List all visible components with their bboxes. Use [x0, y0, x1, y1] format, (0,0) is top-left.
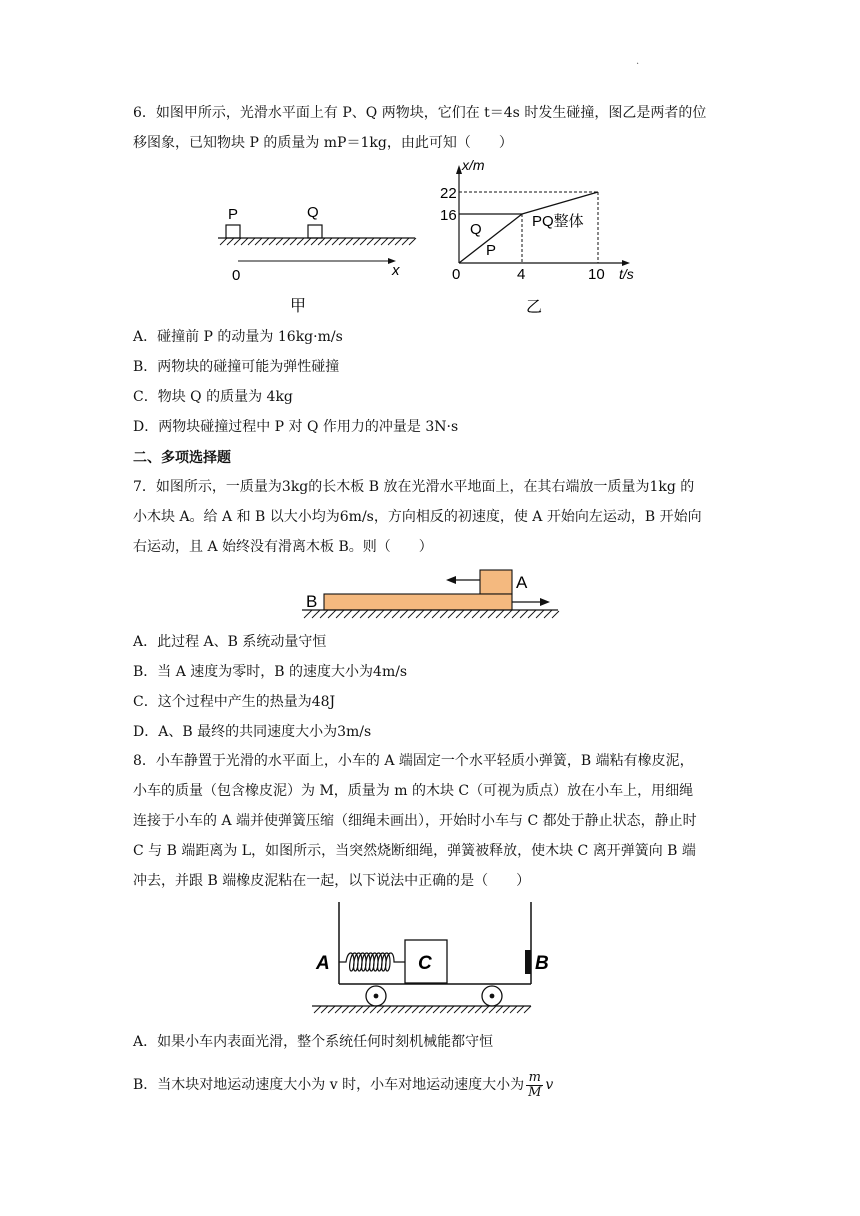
board-b [324, 594, 512, 610]
q8-line-2: 小车的质量（包含橡皮泥）为 M，质量为 m 的木块 C（可视为质点）放在小车上，用细绳 [133, 783, 694, 799]
ground-hatch [314, 1006, 531, 1013]
label-p: P [486, 242, 497, 259]
q8-option-b [133, 1068, 553, 1102]
q7-line-3: 右运动，且 A 始终没有滑离木板 B。则（ ） [133, 539, 433, 555]
q6-option-d: D．两物块碰撞过程中 P 对 Q 作用力的冲量是 3N·s [133, 419, 459, 435]
fraction-denominator: M [528, 1084, 542, 1100]
q8-option-b-text: B．当木块对地运动速度大小为 v 时，小车对地运动速度大小为 [133, 1077, 525, 1093]
axis-label-x: x [392, 262, 400, 279]
q8-line-3: 连接于小车的 A 端并使弹簧压缩（细绳未画出），开始时小车与 C 都处于静止状态，静止时 [133, 813, 697, 829]
putty-b [525, 950, 531, 974]
tick-10: 10 [588, 266, 605, 283]
tick-22: 22 [440, 185, 457, 202]
tick-origin: 0 [452, 266, 461, 283]
q7-option-d: D．A、B 最终的共同速度大小为3m/s [133, 724, 372, 740]
origin-label: 0 [232, 267, 241, 284]
tick-16: 16 [440, 207, 457, 224]
tick-4: 4 [517, 266, 526, 283]
q7-option-a: A．此过程 A、B 系统动量守恒 [133, 634, 327, 650]
label-q: Q [307, 204, 319, 221]
block-a [480, 570, 512, 594]
wheel-right-axle [490, 994, 495, 999]
fraction-m-over-M [526, 1071, 543, 1100]
q7-line-2: 小木块 A。给 A 和 B 以大小均为6m/s，方向相反的初速度，使 A 开始向左运动，B 开始向 [133, 509, 702, 525]
arrow-left-icon [446, 576, 456, 584]
q6-option-c: C．物块 Q 的质量为 4kg [133, 389, 293, 405]
label-pq-whole: PQ整体 [532, 213, 584, 230]
q6-line-1: 6．如图甲所示，光滑水平面上有 P、Q 两物块，它们在 t＝4s 时发生碰撞，图乙是两者的位 [133, 105, 707, 121]
q7-line-1: 7．如图所示，一质量为3kg的长木板 B 放在光滑水平地面上，在其右端放一质量为1kg 的 [133, 479, 695, 495]
spring-icon [339, 953, 405, 971]
label-a: A [316, 953, 330, 974]
ground-hatch [304, 610, 559, 618]
page-mark: . [636, 56, 640, 67]
block-p [226, 225, 240, 238]
section-heading: 二、多项选择题 [133, 450, 231, 466]
q8-line-5: 冲去，并跟 B 端橡皮泥粘在一起，以下说法中正确的是（ ） [133, 873, 531, 889]
q7-figure [296, 563, 566, 623]
fraction-numerator: m [526, 1071, 543, 1086]
y-axis-label: x/m [462, 157, 485, 173]
q8-line-1: 8．小车静置于光滑的水平面上，小车的 A 端固定一个水平轻质小弹簧，B 端粘有橡皮泥， [133, 753, 694, 769]
block-q [308, 225, 322, 238]
q8-option-a: A．如果小车内表面光滑，整个系统任何时刻机械能都守恒 [133, 1034, 494, 1050]
label-q: Q [470, 221, 482, 238]
label-b: B [535, 953, 549, 974]
q7-option-b: B．当 A 速度为零时，B 的速度大小为4m/s [133, 664, 408, 680]
q6-figure-jia [210, 195, 430, 320]
wheel-left-axle [374, 994, 379, 999]
label-a: A [516, 573, 528, 592]
caption-jia: 甲 [290, 298, 307, 315]
q6-line-2: 移图象，已知物块 P 的质量为 mP＝1kg，由此可知（ ） [133, 135, 513, 151]
q6-option-a: A．碰撞前 P 的动量为 16kg·m/s [133, 329, 343, 345]
q6-figure-yi [438, 157, 658, 320]
q8-option-b-var: v [545, 1077, 554, 1093]
ground-hatch [220, 238, 416, 245]
q8-figure [306, 898, 549, 1018]
label-p: P [228, 206, 239, 223]
q8-line-4: C 与 B 端距离为 L，如图所示，当突然烧断细绳，弹簧被释放，使木块 C 离开弹簧向 B 端 [133, 843, 696, 859]
caption-yi: 乙 [526, 299, 543, 316]
arrow-right-icon [540, 598, 550, 606]
q6-option-b: B．两物块的碰撞可能为弹性碰撞 [133, 359, 340, 375]
t-axis-label: t/s [619, 266, 634, 282]
label-c: C [418, 953, 432, 974]
label-b: B [306, 592, 318, 611]
q7-option-c: C．这个过程中产生的热量为48J [133, 694, 336, 710]
line-pq [522, 192, 598, 214]
